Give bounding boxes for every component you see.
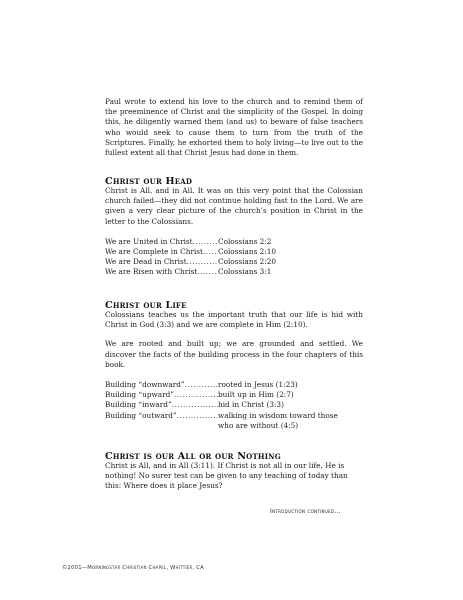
intro-block (105, 97, 363, 158)
building-ref: hid in Christ (3:3) (218, 400, 284, 410)
position-label: We are Dead in Christ (105, 257, 187, 267)
position-label: We are Risen with Christ (105, 267, 198, 277)
building-row (105, 400, 363, 410)
position-row (105, 267, 363, 277)
head-section (105, 176, 363, 278)
position-ref: Colossians 2:10 (218, 247, 277, 257)
intro-paragraph: Paul wrote to extend his love to the church and to remind them of the preeminence of Christ and the simplicity of the Gospel. In doing this, he diligently warned them (and us) to beware of false teachers who would seek to cause them to turn from the truth of the Scriptures. Finally, he exhorted them to holy living—to live out to the fullest extent all that Christ Jesus had done in them. (105, 97, 363, 158)
building-ref: walking in wisdom toward those (218, 410, 338, 420)
building-row (105, 390, 363, 400)
building-row (105, 380, 363, 390)
position-row (105, 237, 363, 247)
building-label: Building “inward” (105, 400, 172, 410)
continued-note: Introduction continued... (270, 508, 341, 515)
position-ref: Colossians 2:2 (218, 236, 272, 246)
building-list (105, 380, 363, 431)
building-ref-continuation: who are without (4:5) (218, 420, 299, 430)
section-heading-all: Christ is our All or our Nothing (105, 451, 281, 462)
building-ref: rooted in Jesus (1:23) (218, 380, 298, 390)
position-ref: Colossians 3:1 (218, 267, 272, 277)
section-heading-life: Christ our Life (105, 300, 187, 311)
building-label: Building “downward” (105, 380, 185, 390)
position-list (105, 237, 363, 278)
position-row (105, 247, 363, 257)
building-label: Building “upward” (105, 390, 175, 400)
position-label: We are United in Christ (105, 236, 193, 246)
position-label: We are Complete in Christ (105, 247, 203, 257)
section-heading-head: Christ our Head (105, 176, 193, 187)
all-section (105, 451, 363, 492)
all-paragraph: Christ is All, and in All (3:11). If Christ is not all in our life, He is nothing! No surer test can be given to any teaching of today than this: Where does it place Jesus? (105, 461, 348, 491)
position-row (105, 257, 363, 267)
head-paragraph: Christ is All, and in All. It was on this very point that the Colossian church failed—they did not continue holding fast to the Lord. We are given a very clear picture of the church’s position in Christ in the letter to the Colossians. (105, 186, 363, 226)
position-ref: Colossians 2:20 (218, 257, 277, 267)
building-ref: built up in Him (2:7) (218, 390, 294, 400)
copyright-footer: ©2001—Morningstar Christian Chapel, Whittier, CA (62, 565, 204, 571)
building-row (105, 411, 363, 421)
building-label: Building “outward” (105, 410, 177, 420)
life-section (105, 300, 363, 431)
life-paragraph-2: We are rooted and built up; we are grounded and settled. We discover the facts of the building process in the four chapters of this book. (105, 339, 363, 369)
life-paragraph-1: Colossians teaches us the important truth that our life is hid with Christ in God (3:3) and we are complete in Him (2:10). (105, 310, 363, 330)
